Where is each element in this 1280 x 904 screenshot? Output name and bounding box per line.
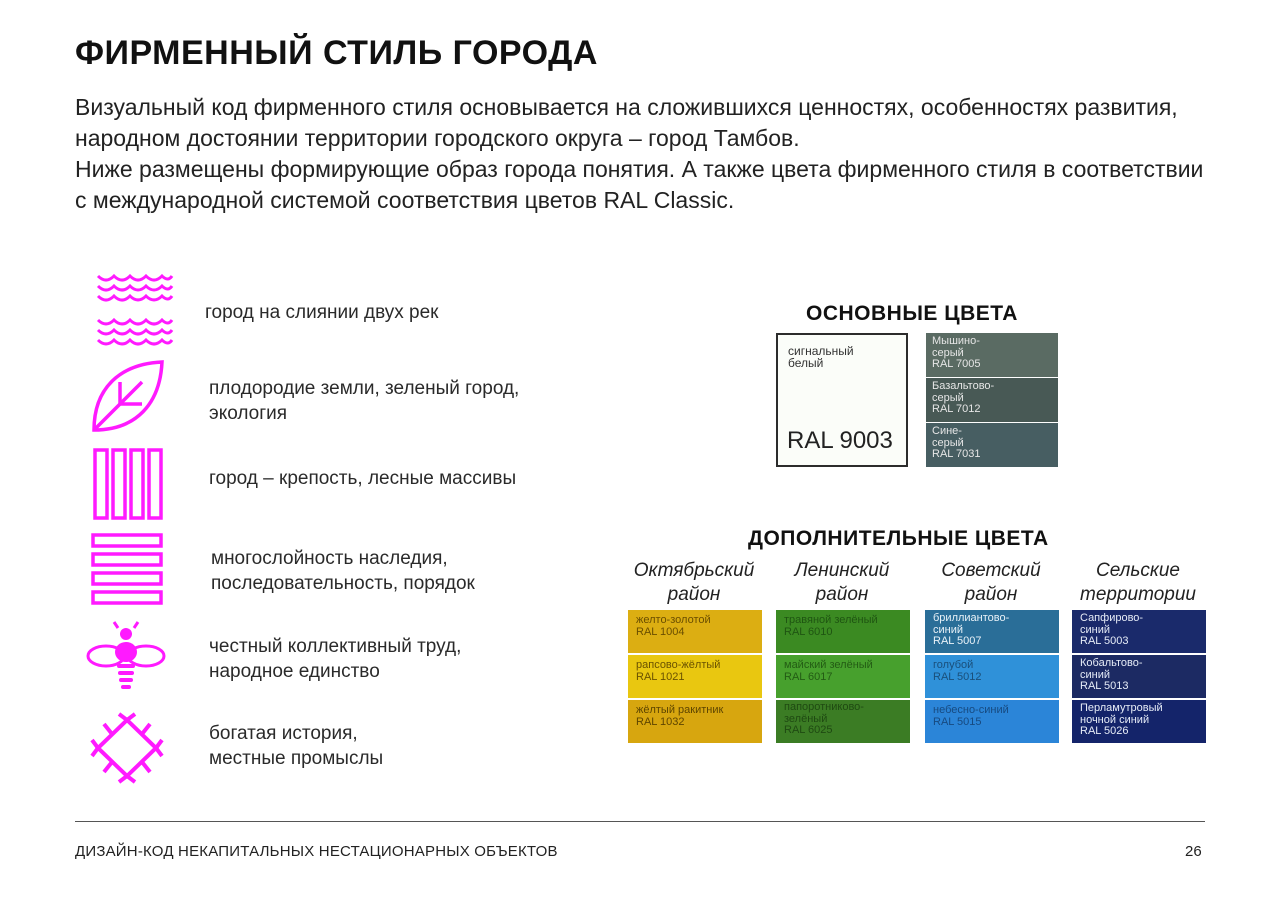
swatch-ral-1004: желто-золотой RAL 1004 xyxy=(628,610,762,653)
concept-heritage: многослойность наследия, последовательность, порядок xyxy=(211,548,475,594)
district-oktyabrsky: Октябрьский район xyxy=(633,560,755,605)
swatch-ral-1021: рапсово-жёлтый RAL 1021 xyxy=(628,655,762,698)
swatch-ral-5015: небесно-синий RAL 5015 xyxy=(925,700,1059,743)
district-rural: Сельские территории xyxy=(1080,560,1196,605)
swatch-ral-6017: майский зелёный RAL 6017 xyxy=(776,655,910,698)
additional-colors-heading: ДОПОЛНИТЕЛЬНЫЕ ЦВЕТА xyxy=(748,527,1049,550)
concept-ecology: плодородие земли, зеленый город, экология xyxy=(209,378,520,424)
intro-text xyxy=(75,92,1205,216)
swatch-ral-6010: травяной зелёный RAL 6010 xyxy=(776,610,910,653)
main-colors-heading: ОСНОВНЫЕ ЦВЕТА xyxy=(806,302,1018,325)
swatch-ral-7005: Мышино- серый RAL 7005 xyxy=(926,333,1058,377)
concept-labor: честный коллективный труд, народное единство xyxy=(209,636,462,682)
intro-paragraph-2: Ниже размещены формирующие образ города понятия. А также цвета фирменного стиля в соответствии с международной системой соответствия цветов RAL Classic. xyxy=(75,156,1204,213)
concept-rivers: город на слиянии двух рек xyxy=(205,302,439,323)
footer-title: ДИЗАЙН-КОД НЕКАПИТАЛЬНЫХ НЕСТАЦИОНАРНЫХ ОБЪЕКТОВ xyxy=(75,843,558,860)
leaf-icon xyxy=(90,358,166,434)
swatch-ral-5007: бриллиантово- синий RAL 5007 xyxy=(925,610,1059,653)
bee-icon xyxy=(86,620,166,694)
swatch-ral-7031: Сине- серый RAL 7031 xyxy=(926,423,1058,467)
footer-divider xyxy=(75,821,1205,822)
concept-fortress: город – крепость, лесные массивы xyxy=(209,468,517,489)
concept-history: богатая история, местные промыслы xyxy=(209,723,384,769)
intro-paragraph-1: Визуальный код фирменного стиля основывается на сложившихся ценностях, особенностях развития, народном достоянии территории городского округа – город Тамбов. xyxy=(75,94,1178,151)
swatch-ral-6025: папоротниково- зелёный RAL 6025 xyxy=(776,700,910,743)
waves-icon xyxy=(96,272,174,346)
swatch-ral-7012: Базальтово- серый RAL 7012 xyxy=(926,378,1058,422)
swatch-ral-5026: Перламутровый ночной синий RAL 5026 xyxy=(1072,700,1206,743)
fortress-wall-icon xyxy=(93,448,163,520)
swatch-ral-9003: сигнальный белый RAL 9003 xyxy=(776,333,908,467)
swatch-ral-5003: Сапфирово- синий RAL 5003 xyxy=(1072,610,1206,653)
swatch-ral-5012: голубой RAL 5012 xyxy=(925,655,1059,698)
page-number: 26 xyxy=(1185,843,1202,860)
ornament-icon xyxy=(90,712,164,784)
district-leninsky: Ленинский район xyxy=(794,560,890,605)
layers-icon xyxy=(91,533,163,607)
page-title: ФИРМЕННЫЙ СТИЛЬ ГОРОДА xyxy=(75,34,598,72)
swatch-ral-5013: Кобальтово- синий RAL 5013 xyxy=(1072,655,1206,698)
swatch-ral-1032: жёлтый ракитник RAL 1032 xyxy=(628,700,762,743)
swatch-code: RAL 9003 xyxy=(787,427,893,454)
district-sovetsky: Советский район xyxy=(941,560,1041,605)
